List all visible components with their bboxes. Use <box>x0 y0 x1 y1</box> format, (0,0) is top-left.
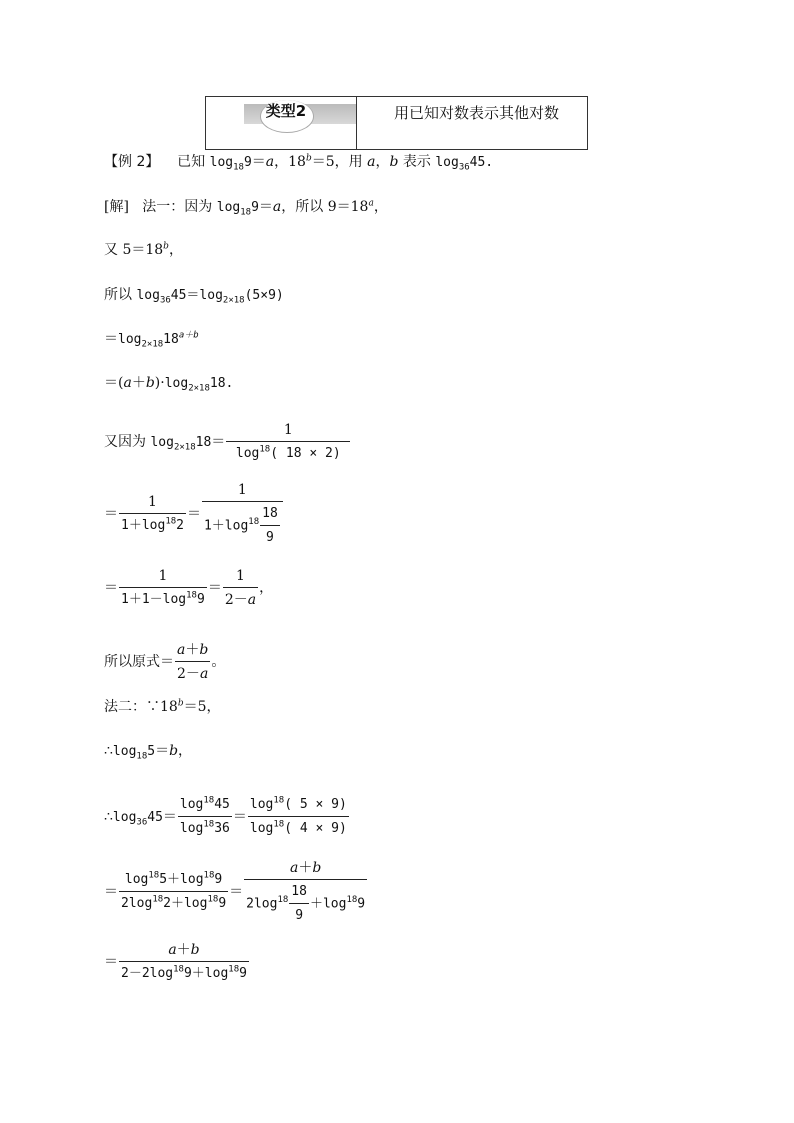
step-line-3: ＝ $\frac{1}{1+\log^{18}2}$ ＝ 1 $1+\log^{18}$ $\frac{18}{9}$ <box>104 480 284 548</box>
section-badge: 类型2 <box>265 102 307 120</box>
method2-label: 法二： <box>104 699 146 715</box>
also-label: 又 <box>104 242 118 258</box>
section-topic: 用已知对数表示其他对数 <box>394 104 560 122</box>
given-prefix: 已知 <box>177 154 206 170</box>
so-label: 所以 <box>104 287 132 303</box>
also-line: 又 $5=18^b$， <box>104 241 183 258</box>
step-line-2: $=(a+b)\cdot\log_{2\times 18}18$. <box>104 375 234 394</box>
therefore-line-2: $\therefore\log_{36}45=$ $\frac{\log^{18}45}{\log^{18}36}$ ＝ $\frac{\log^{18}( 5 \times 9)}{\log^{18}( 4 \times 9)}$ <box>104 795 350 839</box>
step-line-4: ＝ $\frac{1}{1+1-\log^{18}9}$ ＝ $\frac{1}{2-a}$ ， <box>104 568 274 608</box>
header-divider <box>356 97 357 149</box>
solution-method1-line: [解] 法一：因为 $\log_{18}9=a$，所以 $9=18^a$， <box>104 198 388 218</box>
example-label: 【例 2】 <box>104 154 160 170</box>
method1-label: 法一：因为 <box>142 199 213 215</box>
solution-label: [解] <box>104 199 129 215</box>
section-header <box>205 96 588 150</box>
example-statement: 【例 2】 已知 $\log_{18}9=a$，$18^b=5$，用 a，b 表示 $\log_{36}45$. <box>104 153 494 173</box>
original-expr-line: 所以原式＝ $\frac{a+b}{2-a}$ 。 <box>104 642 226 682</box>
step-line-1: $=\log_{2\times 18}18^{a+b}$ <box>104 330 199 350</box>
step-line-6: ＝ $\frac{a+b}{2-2\log^{18}9+\log^{18}9}$ <box>104 940 250 984</box>
therefore-line-1: $\therefore\log_{18}5=b$， <box>104 743 193 762</box>
because-again-label: 又因为 <box>104 434 146 450</box>
original-expr-label: 所以原式＝ <box>104 654 174 670</box>
so-line: 所以 $\log_{36}45=\log_{2\times 18}(5\times 9)$ <box>104 287 284 306</box>
because-again-line: 又因为 $\log_{2\times 18}18=$ $\frac{1}{\log^{18}( 18 \times 2)}$ <box>104 420 351 464</box>
method2-line: 法二：$\because 18^b=5$， <box>104 698 221 715</box>
step-line-5: ＝ $\frac{\log^{18}5+\log^{18}9}{2\log^{18}2+\log^{18}9}$ ＝ a＋b $2\log^{18}$ $\frac{18}{9}$ $+\log^{18}9$ <box>104 858 368 926</box>
